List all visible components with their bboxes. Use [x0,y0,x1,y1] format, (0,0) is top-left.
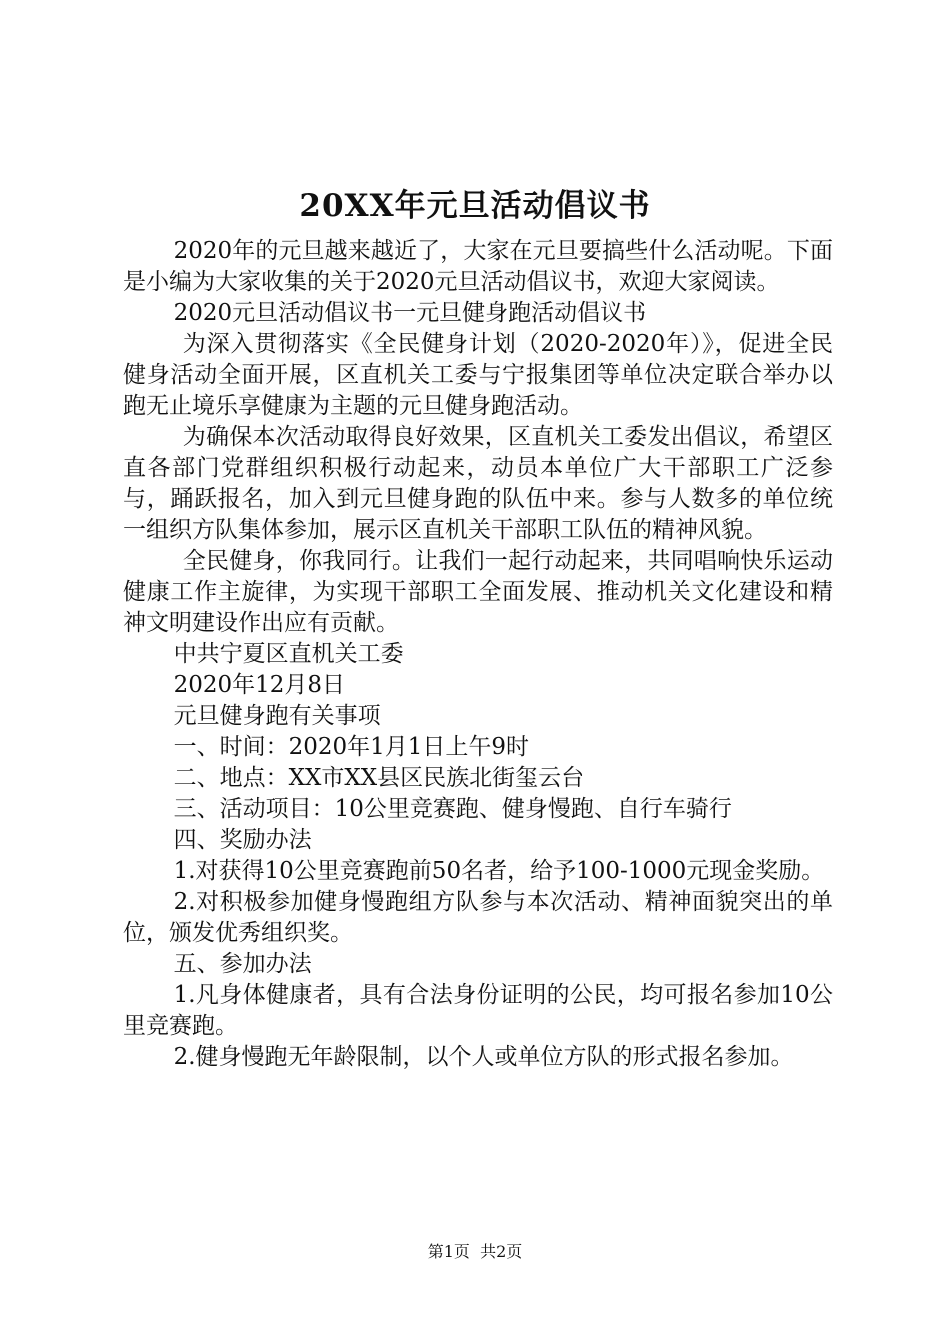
participation-item-2: 2.健身慢跑无年龄限制，以个人或单位方队的形式报名参加。 [173,1044,794,1070]
reward-item-2: 2.对积极参加健身慢跑组方队参与本次活动、精神面貌突出的单位，颁发优秀组织奖。 [123,889,833,946]
page-number: 第1页 [427,1242,470,1261]
document-title: 20XX年元旦活动倡议书 [299,188,651,224]
intro-paragraph: 2020年的元旦越来越近了，大家在元旦要搞些什么活动呢。下面是小编为大家收集的关于2020元旦活动倡议书，欢迎大家阅读。 [123,238,833,295]
date-line: 2020年12月8日 [173,672,346,698]
issuer-line: 中共宁夏区直机关工委 [173,641,404,667]
item-time: 一、时间：2020年1月1日上午9时 [173,734,530,760]
item-events: 三、活动项目：10公里竞赛跑、健身慢跑、自行车骑行 [173,796,732,822]
item-rewards-heading: 四、奖励办法 [173,827,312,853]
call-paragraph: 全民健身，你我同行。让我们一起行动起来，共同唱响快乐运动健康工作主旋律，为实现干部职工全面发展、推动机关文化建设和精神文明建设作出应有贡献。 [123,548,833,636]
reward-item-1: 1.对获得10公里竞赛跑前50名者，给予100-1000元现金奖励。 [173,858,825,884]
details-heading: 元旦健身跑有关事项 [173,703,381,729]
section-heading: 2020元旦活动倡议书一元旦健身跑活动倡议书 [173,300,647,326]
document-body [123,236,833,1073]
purpose-paragraph: 为深入贯彻落实《全民健身计划（2020-2020年）》，促进全民健身活动全面开展，区直机关工委与宁报集团等单位决定联合举办以跑无止境乐享健康为主题的元旦健身跑活动。 [123,331,833,419]
page-total: 共2页 [480,1242,523,1261]
initiative-paragraph: 为确保本次活动取得良好效果，区直机关工委发出倡议，希望区直各部门党群组织积极行动起来，动员本单位广大干部职工广泛参与，踊跃报名，加入到元旦健身跑的队伍中来。参与人数多的单位统一组织方队集体参加，展示区直机关干部职工队伍的精神风貌。 [123,424,833,543]
item-participation-heading: 五、参加办法 [173,951,312,977]
item-location: 二、地点：XX市XX县区民族北街玺云台 [173,765,585,791]
page-footer [0,1242,950,1262]
participation-item-1: 1.凡身体健康者，具有合法身份证明的公民，均可报名参加10公里竞赛跑。 [123,982,833,1039]
